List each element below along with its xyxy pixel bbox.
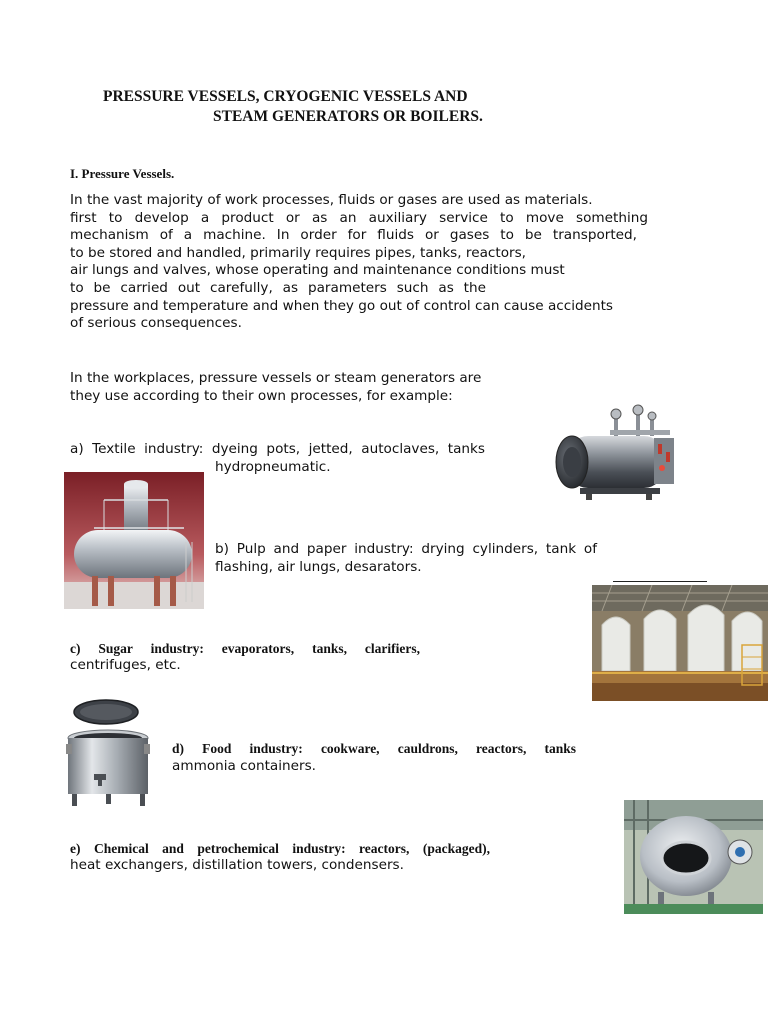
example-textile-line-1: a) Textile industry: dyeing pots, jetted, autoclaves, tanks (70, 441, 485, 457)
example-paper (215, 541, 597, 576)
cooking-kettle-photo (62, 694, 154, 810)
chemical-vessel-photo (624, 800, 763, 914)
paper-plant-photo (592, 585, 768, 701)
intro-line: to be carried out carefully, as parameters such as the (70, 279, 486, 296)
intro-line: In the vast majority of work processes, fluids or gases are used as materials. (70, 192, 593, 208)
document-title-line-1: PRESSURE VESSELS, CRYOGENIC VESSELS AND (103, 88, 468, 105)
document-title-line-2: STEAM GENERATORS OR BOILERS. (213, 108, 483, 125)
example-sugar-line-2: centrifuges, etc. (70, 657, 181, 673)
example-paper-line-1: b) Pulp and paper industry: drying cylinders, tank of (215, 541, 597, 557)
example-chemical-line-2: heat exchangers, distillation towers, condensers. (70, 857, 404, 873)
intro-line: first to develop a product or as an auxiliary service to move something (70, 209, 648, 226)
workplace-line: they use according to their own processes, for example: (70, 387, 453, 404)
intro-line: mechanism of a machine. In order for fluids or gases to be transported, (70, 227, 637, 244)
example-sugar-line-1: c) Sugar industry: evaporators, tanks, clarifiers, (70, 641, 420, 656)
intro-paragraph (70, 192, 648, 333)
example-chemical-line-1: e) Chemical and petrochemical industry: reactors, (packaged), (70, 841, 490, 856)
intro-line: to be stored and handled, primarily requires pipes, tanks, reactors, (70, 244, 527, 261)
example-textile-line-2: hydropneumatic. (215, 459, 331, 475)
intro-line: pressure and temperature and when they go out of control can cause accidents (70, 297, 614, 314)
divider-line (613, 581, 707, 582)
example-food-line-2: ammonia containers. (172, 758, 316, 774)
intro-line: of serious consequences. (70, 315, 242, 332)
workplace-line: In the workplaces, pressure vessels or steam generators are (70, 370, 482, 386)
example-paper-line-2: flashing, air lungs, desarators. (215, 558, 422, 575)
example-textile (70, 441, 485, 459)
workplace-paragraph (70, 370, 481, 405)
horizontal-pressure-tank-photo (64, 472, 204, 609)
intro-line: air lungs and valves, whose operating and maintenance conditions must (70, 262, 565, 279)
industrial-boiler-photo (550, 404, 682, 504)
example-food-line-1: d) Food industry: cookware, cauldrons, reactors, tanks (172, 741, 576, 756)
section-heading: I. Pressure Vessels. (70, 166, 175, 181)
